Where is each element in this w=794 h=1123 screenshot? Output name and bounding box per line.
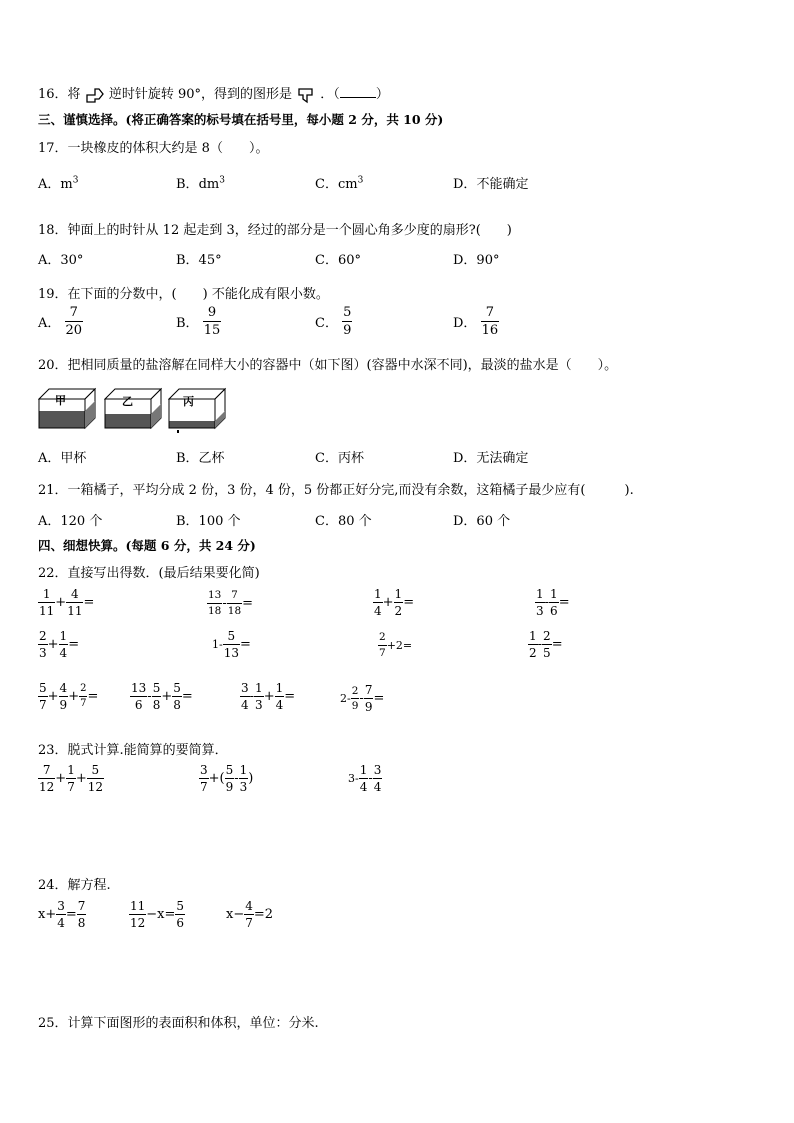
q22-expr-7: $\frac{2}{7}$ +2= <box>379 631 413 659</box>
q21-option-b[interactable]: B．100 个 <box>176 514 241 529</box>
q17-stem: 17．一块橡皮的体积大约是 8（ ）。 <box>38 141 269 156</box>
q19-stem: 19．在下面的分数中，( ) 不能化成有限小数。 <box>38 287 329 302</box>
q18-option-d[interactable]: D．90° <box>453 253 500 268</box>
q22-expr-4: $\frac{1}{3}$ - $\frac{1}{6}$ = <box>536 587 570 618</box>
q21-stem: 21．一箱橘子，平均分成 2 份，3 份，4 份，5 份都正好分完,而没有余数，这箱橘子最少应有( ). <box>38 483 634 498</box>
q22-expr-6: 1- $\frac{5}{13}$ = <box>212 629 251 660</box>
container-yi-drawing <box>104 387 162 429</box>
q17-option-b[interactable]: B．$dm^3$ <box>176 175 225 192</box>
container-bing-drawing <box>168 387 226 433</box>
q20-option-d[interactable]: D．无法确定 <box>453 451 529 466</box>
q22-expr-10: $\frac{13}{6}$ - $\frac{5}{8}$ + $\frac{5}{8}$ = <box>131 681 193 712</box>
fraction: $\frac{9}{15}$ <box>203 305 221 338</box>
q18-stem: 18．钟面上的时针从 12 起走到 3，经过的部分是一个圆心角多少度的扇形?( ) <box>38 223 512 238</box>
section3-heading: 三、谨慎选择。(将正确答案的标号填在括号里，每小题 2 分，共 10 分) <box>38 112 444 127</box>
q20-option-c[interactable]: C．丙杯 <box>315 451 364 466</box>
q22-expr-3: $\frac{1}{4}$ + $\frac{1}{2}$ = <box>374 587 415 618</box>
rotated-shape-icon <box>296 86 316 104</box>
fraction: $\frac{7}{20}$ <box>65 305 83 338</box>
q22-expr-8: $\frac{1}{2}$ - $\frac{2}{5}$ = <box>529 629 563 660</box>
container-yi: 乙 <box>104 387 162 433</box>
q17-option-c[interactable]: C．$cm^3$ <box>315 175 364 192</box>
q19-option-b[interactable]: B． $\frac{9}{15}$ <box>176 305 221 338</box>
container-bing: 丙 <box>168 387 226 437</box>
q18-option-a[interactable]: A．30° <box>38 253 84 268</box>
container-jia: 甲 <box>38 387 96 433</box>
q20-stem: 20．把相同质量的盐溶解在同样大小的容器中（如下图）(容器中水深不同)，最淡的盐水是（ ）。 <box>38 358 618 373</box>
q24-equation-1: x+ $\frac{3}{4}$ = $\frac{7}{8}$ <box>38 899 86 930</box>
q22-expr-2: $\frac{13}{18}$ - $\frac{7}{18}$ = <box>208 589 254 617</box>
q22-expr-11: $\frac{3}{4}$ - $\frac{1}{3}$ + $\frac{1}{4}$ = <box>241 681 296 712</box>
q23-stem: 23．脱式计算.能简算的要简算． <box>38 743 228 758</box>
q21-option-a[interactable]: A．120 个 <box>38 514 103 529</box>
q22-expr-9: $\frac{5}{7}$ + $\frac{4}{9}$ + $\frac{2}{7}$ = <box>39 681 99 712</box>
q22-expr-1: $\frac{1}{11}$ + $\frac{4}{11}$ = <box>39 587 95 618</box>
q19-option-a[interactable]: A． $\frac{7}{20}$ <box>38 305 83 338</box>
q16: 16．将 逆时针旋转 90°，得到的图形是 ．（ ） <box>38 87 389 102</box>
q24-stem: 24．解方程. <box>38 878 111 893</box>
q17-option-a[interactable]: A．$m^3$ <box>38 175 79 192</box>
q20-option-b[interactable]: B．乙杯 <box>176 451 225 466</box>
q24-equation-3: x− $\frac{4}{7}$ =2 <box>226 899 274 930</box>
q18-option-c[interactable]: C．60° <box>315 253 361 268</box>
q22-expr-5: $\frac{2}{3}$ + $\frac{1}{4}$ = <box>39 629 80 660</box>
fraction: $\frac{5}{9}$ <box>343 305 352 338</box>
q19-option-c[interactable]: C． $\frac{5}{9}$ <box>315 305 352 338</box>
q23-expr-1: $\frac{7}{12}$ + $\frac{1}{7}$ + $\frac{5}{12}$ <box>39 763 104 794</box>
q19-option-d[interactable]: D． $\frac{7}{16}$ <box>453 305 499 338</box>
q21-option-c[interactable]: C．80 个 <box>315 514 372 529</box>
q25-stem: 25．计算下面图形的表面积和体积，单位：分米. <box>38 1016 319 1031</box>
q21-option-d[interactable]: D．60 个 <box>453 514 511 529</box>
q23-expr-2: $\frac{3}{7}$ +( $\frac{5}{9}$ - $\frac{1}{3}$ ) <box>200 763 254 794</box>
section4-heading: 四、细想快算。(每题 6 分，共 24 分) <box>38 538 256 553</box>
q20-option-a[interactable]: A．甲杯 <box>38 451 87 466</box>
container-jia-drawing <box>38 387 96 429</box>
q17-option-d[interactable]: D．不能确定 <box>453 177 529 192</box>
fraction: $\frac{7}{16}$ <box>481 305 499 338</box>
q18-option-b[interactable]: B．45° <box>176 253 222 268</box>
q23-expr-3: 3- $\frac{1}{4}$ - $\frac{3}{4}$ <box>348 763 382 794</box>
l-shape-figure-icon <box>85 86 105 104</box>
q24-equation-2: $\frac{11}{12}$ −x= $\frac{5}{6}$ <box>130 899 185 930</box>
q22-expr-12: 2- $\frac{2}{9}$ - $\frac{7}{9}$ = <box>340 683 385 714</box>
q22-stem: 22．直接写出得数．(最后结果要化简) <box>38 566 260 581</box>
answer-blank[interactable] <box>340 87 376 98</box>
